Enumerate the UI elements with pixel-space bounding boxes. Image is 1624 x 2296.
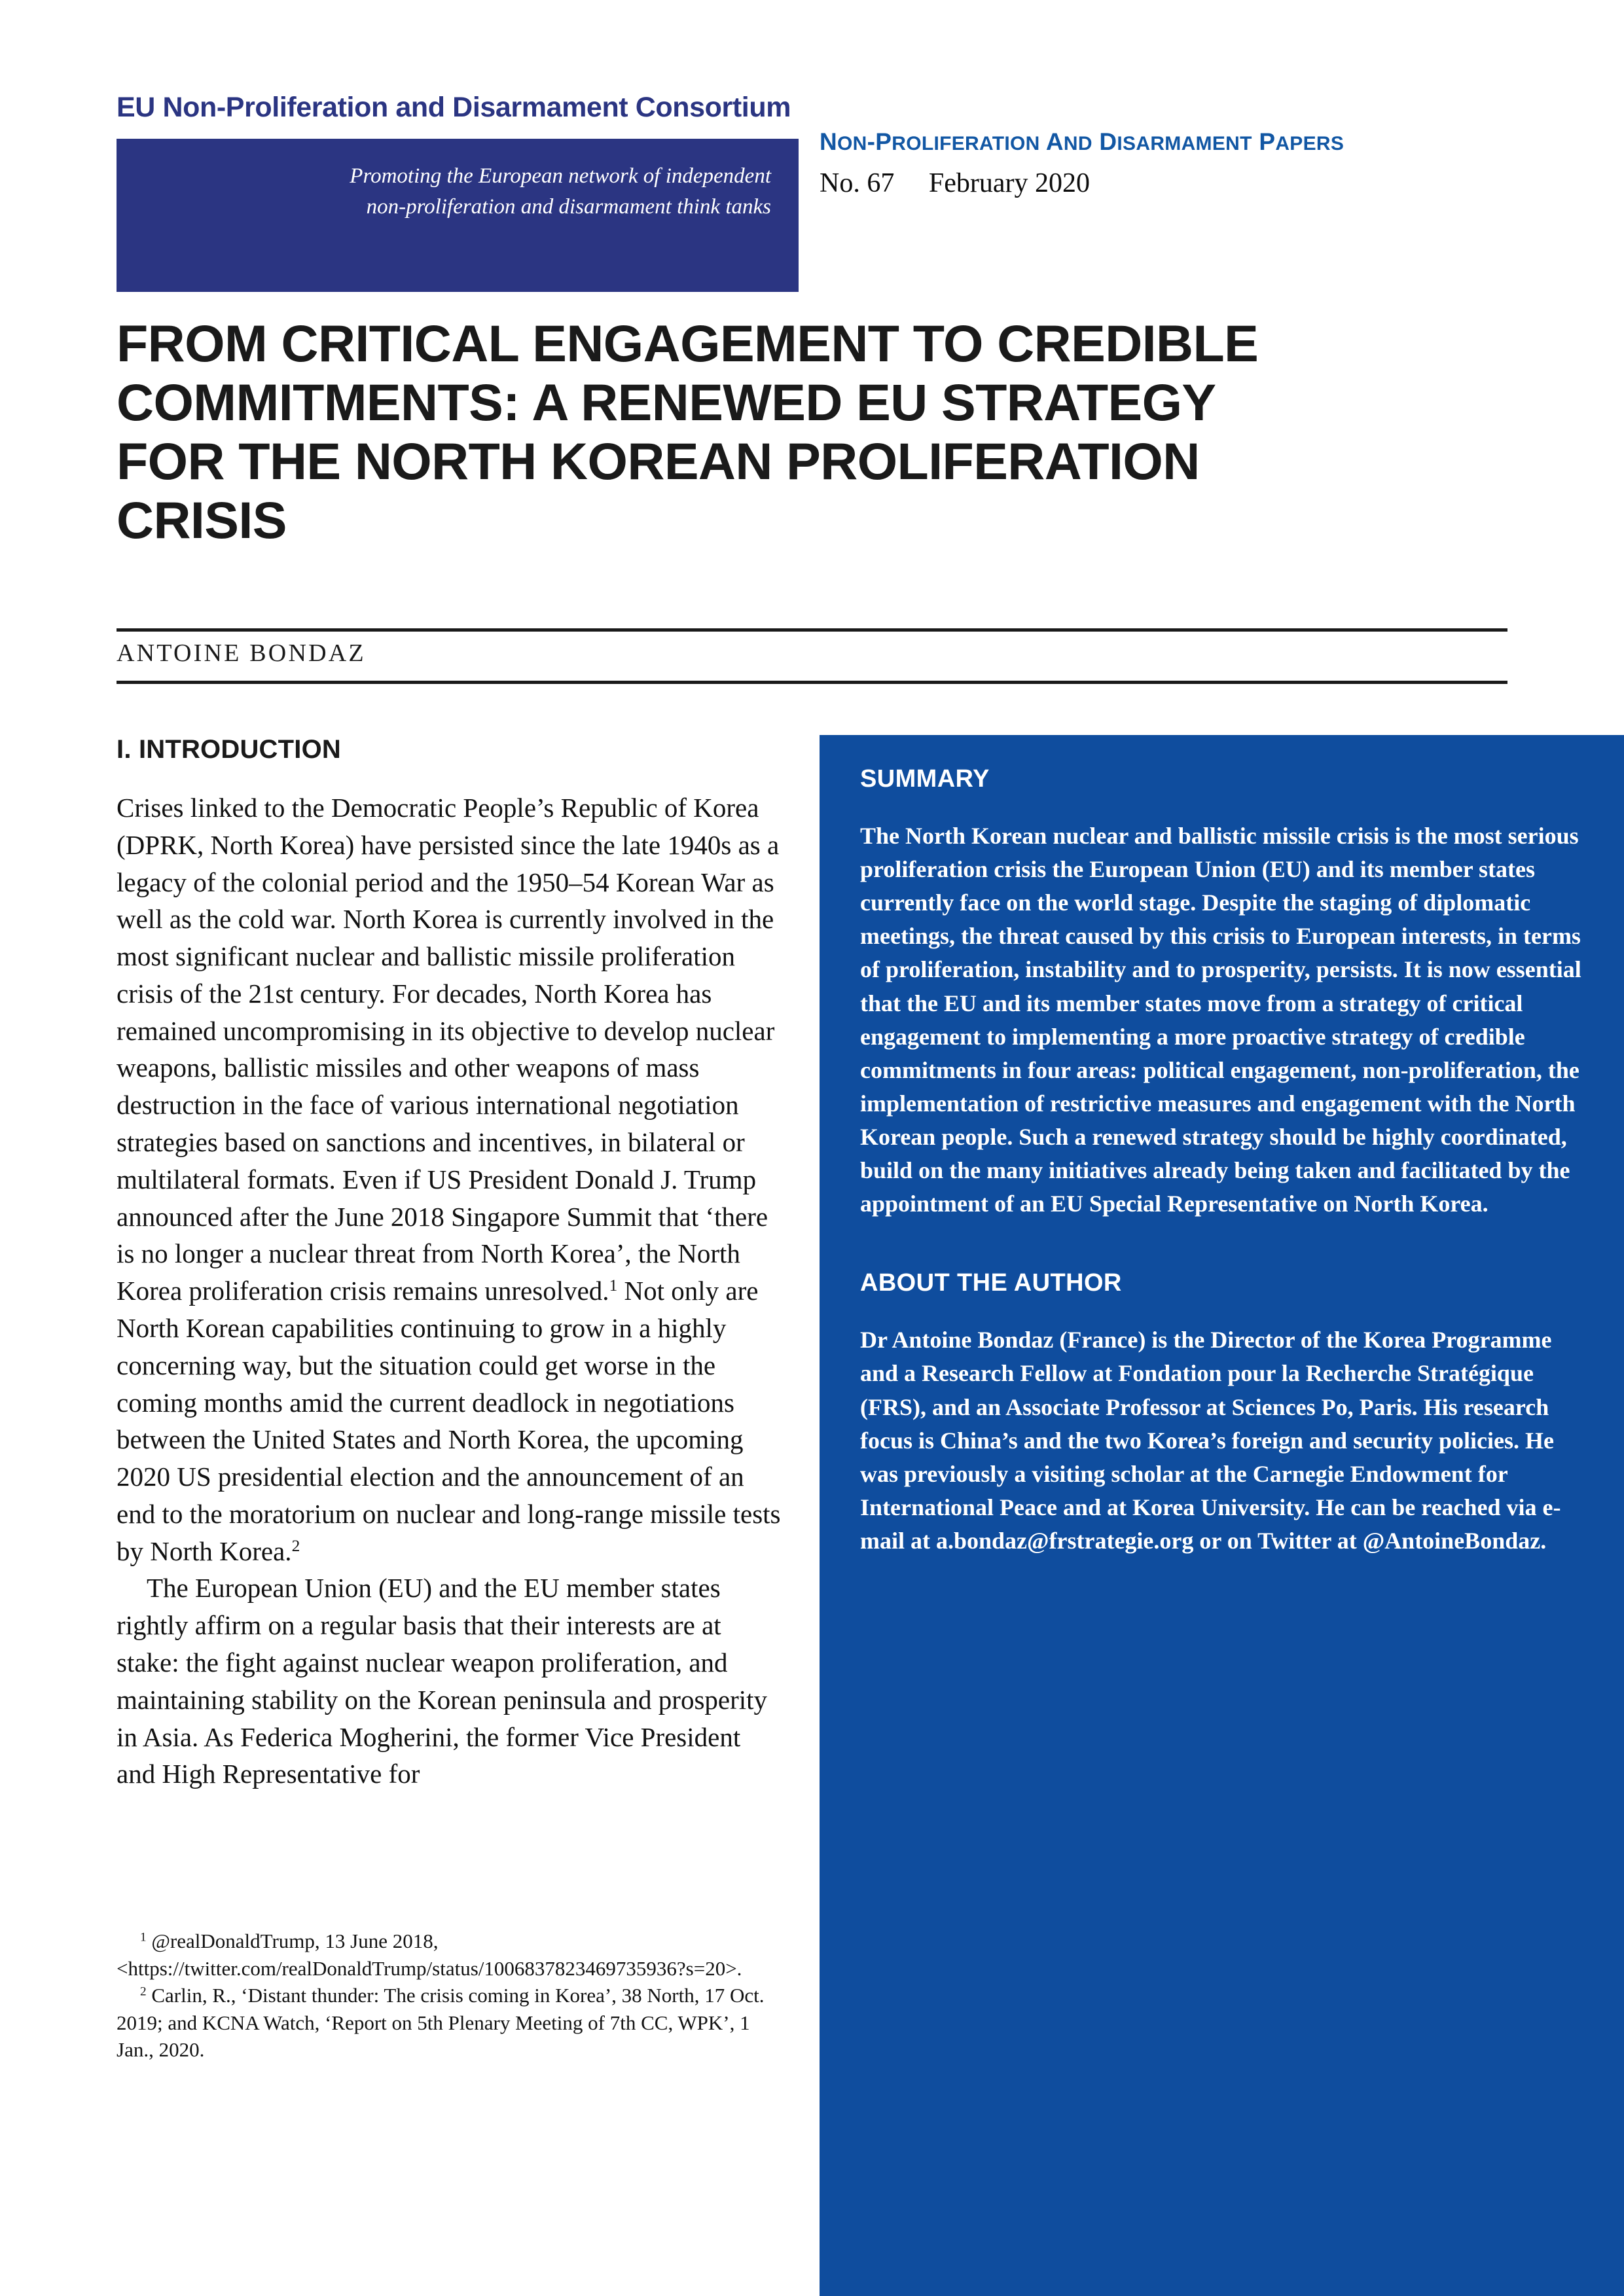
title-line-4: CRISIS: [117, 491, 287, 550]
masthead-tagline-box: [117, 139, 799, 292]
about-author-text: Dr Antoine Bondaz (France) is the Director of the Korea Programme and a Research Fellow at Fondation pour la Recherche Stratégique (FRS), and an Associate Professor at Sciences Po, Paris. His research focus is China’s and the two Korea’s foreign and security policies. He was previously a visiting scholar at the Carnegie Endowment for International Peace and at Korea University. He can be reached via e-mail at a.bondaz@frstrategie.org or on Twitter at @AntoineBondaz.: [860, 1327, 1561, 1554]
consortium-title: EU Non-Proliferation and Disarmament Consortium: [117, 92, 791, 123]
footnote-2-marker: 2: [140, 1984, 147, 1999]
paragraph-1-part-b: Not only are North Korean capabilities continuing to grow in a highly concerning way, but the situation could get worse in the coming months amid the current deadlock in negotiations between the United States and North Korea, the upcoming 2020 US presidential election and the announcement of an end to the moratorium on nuclear and long-range missile tests by North Korea.: [117, 1276, 781, 1566]
footnote-2-text: Carlin, R., ‘Distant thunder: The crisis coming in Korea’, 38 North, 17 Oct. 2019; and KCNA Watch, ‘Report on 5th Plenary Meeting of 7th CC, WPK’, 1 Jan., 2020.: [117, 1984, 765, 2062]
summary-heading: SUMMARY: [860, 765, 990, 793]
footnote-1-marker: 1: [140, 1930, 147, 1945]
paragraph-1-part-a: Crises linked to the Democratic People’s Republic of Korea (DPRK, North Korea) have persisted since the late 1940s as a legacy of the colonial period and the 1950–54 Korean War as well as the cold war. North Korea is currently involved in the most significant nuclear and ballistic missile proliferation crisis of the 21st century. For decades, North Korea has remained uncompromising in its objective to develop nuclear weapons, ballistic missiles and other weapons of mass destruction in the face of various international negotiation strategies based on sanctions and incentives, in bilateral or multilateral formats. Even if US President Donald J. Trump announced after the June 2018 Singapore Summit that ‘there is no longer a nuclear threat from North Korea’, the North Korea proliferation crisis remains unresolved.: [117, 793, 780, 1306]
section-heading-introduction: I. INTRODUCTION: [117, 735, 341, 764]
page-title: [117, 314, 1485, 550]
series-name: [820, 128, 1344, 156]
footnote-1: [117, 1928, 784, 1982]
summary-text: The North Korean nuclear and ballistic missile crisis is the most serious proliferation crisis the European Union (EU) and its member states currently face on the world stage. Despite the staging of diplomatic meetings, the threat caused by this crisis to European interests, in terms of proliferation, instability and to prosperity, persists. It is now essential that the EU and its member states move from a strategy of critical engagement to implementing a more proactive strategy of credible commitments in four areas: political engagement, non-proliferation, the implementation of restrictive measures and engagement with the North Korean people. Such a renewed strategy should be highly coordinated, build on the many initiatives already being taken and facilitated by the appointment of an EU Special Representative on North Korea.: [860, 823, 1581, 1217]
tagline-line-2: non-proliferation and disarmament think tanks: [366, 194, 771, 219]
issue-number: No. 67: [820, 168, 895, 198]
title-line-2: COMMITMENTS: A RENEWED EU STRATEGY: [117, 373, 1216, 432]
body-paragraph-2: The European Union (EU) and the EU member states rightly affirm on a regular basis that their interests are at stake: the fight against nuclear weapon proliferation, and maintaining stability on the Korean peninsula and prosperity in Asia. As Federica Mogherini, the former Vice President and High Representative for: [117, 1573, 768, 1789]
main-text-column: [117, 735, 784, 1793]
footnote-2: [117, 1982, 784, 2064]
divider-above-byline: [117, 628, 1507, 632]
summary-sidebar: [820, 735, 1624, 2296]
divider-below-byline: [117, 681, 1507, 684]
series-name-text: NON-PROLIFERATION AND DISARMAMENT PAPERS: [820, 128, 1344, 155]
author-byline: ANTOINE BONDAZ: [117, 639, 366, 667]
footnote-ref-1[interactable]: 1: [609, 1276, 618, 1295]
footnotes-block: [117, 1928, 784, 2064]
footnote-1-text: @realDonaldTrump, 13 June 2018, <https://twitter.com/realDonaldTrump/status/1006837823469735936?s=20>.: [117, 1929, 742, 1980]
masthead-tagline: [247, 161, 771, 223]
footnote-ref-2[interactable]: 2: [291, 1536, 300, 1555]
title-line-3: FOR THE NORTH KOREAN PROLIFERATION: [117, 432, 1200, 491]
body-paragraph-1: [117, 789, 784, 1570]
issue-line: [820, 168, 1090, 199]
title-line-1: FROM CRITICAL ENGAGEMENT TO CREDIBLE: [117, 314, 1259, 372]
tagline-line-1: Promoting the European network of independent: [350, 164, 771, 188]
about-author-heading: ABOUT THE AUTHOR: [860, 1269, 1122, 1297]
issue-date: February 2020: [928, 168, 1090, 198]
